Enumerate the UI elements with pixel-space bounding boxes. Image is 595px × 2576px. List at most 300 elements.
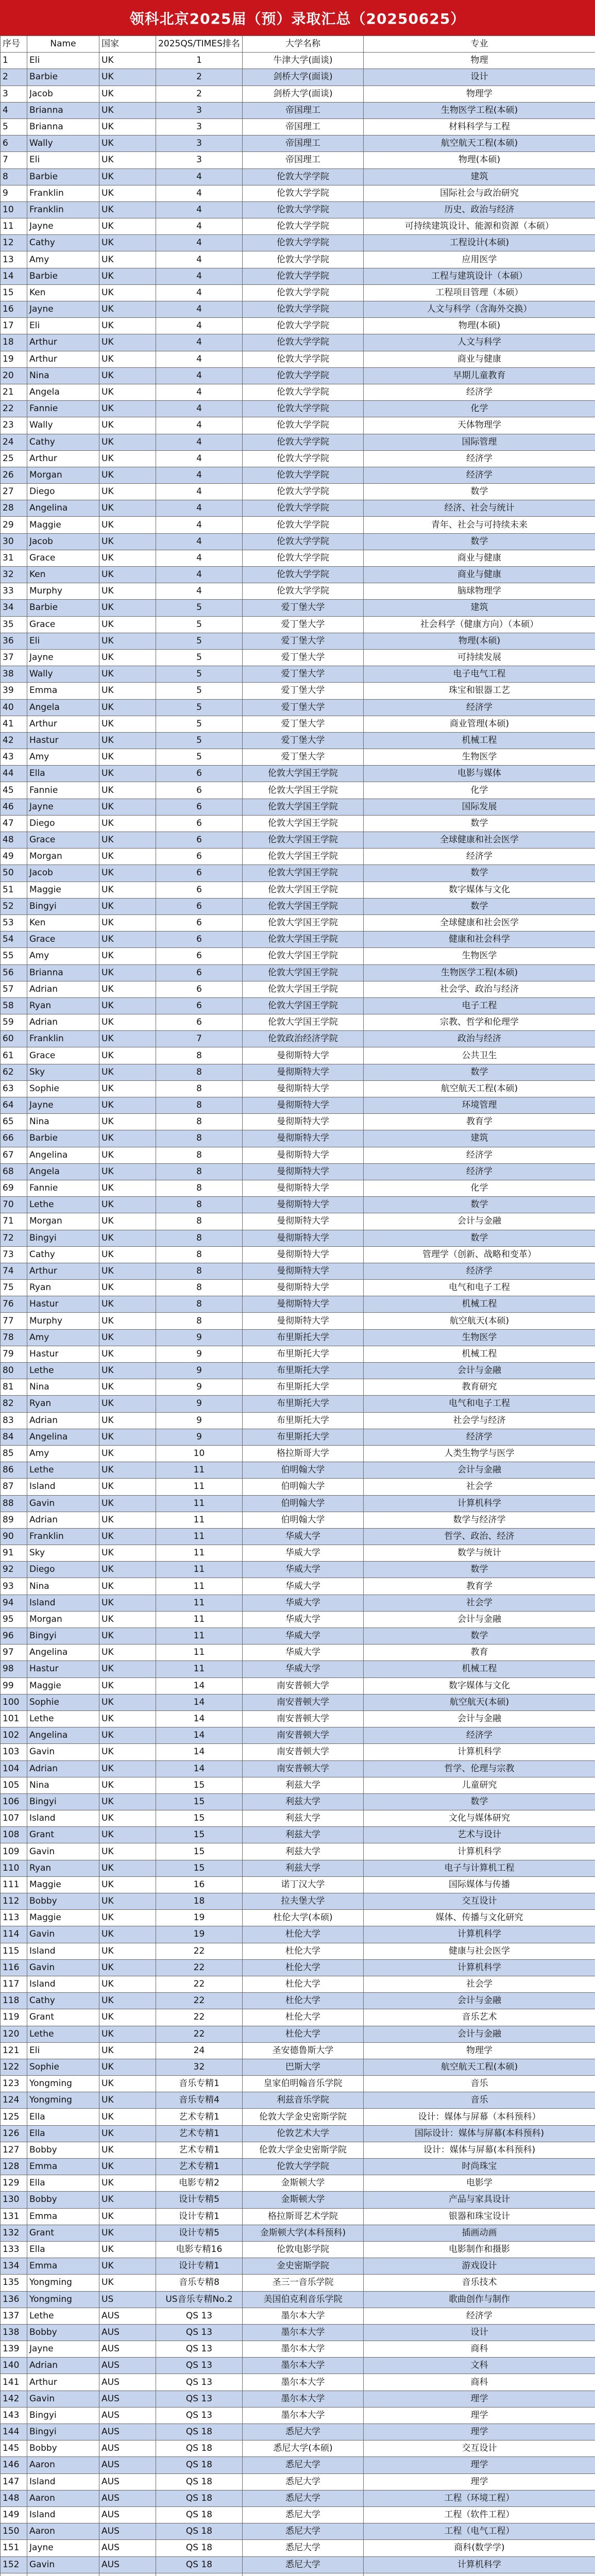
cell-university: 曼彻斯特大学: [243, 1114, 364, 1130]
cell-name: Arthur: [27, 716, 99, 732]
cell-rank: 艺术专精1: [156, 2159, 243, 2175]
cell-rank: 9: [156, 1412, 243, 1429]
cell-rank: 4: [156, 201, 243, 218]
cell-country: UK: [99, 683, 156, 699]
cell-university: 悉尼大学: [243, 2490, 364, 2506]
cell-university: 杜伦大学: [243, 1993, 364, 2009]
cell-country: UK: [99, 351, 156, 367]
cell-university: 华威大学: [243, 1661, 364, 1677]
cell-name: Lethe: [27, 2026, 99, 2042]
table-row: [1, 2192, 595, 2208]
cell-university: 伦敦艺术大学: [243, 2125, 364, 2142]
cell-university: 伯明翰大学: [243, 1479, 364, 1495]
cell-country: UK: [99, 2225, 156, 2241]
cell-no: 17: [1, 318, 27, 334]
cell-rank: 19: [156, 1926, 243, 1943]
cell-university: 帝国理工: [243, 135, 364, 152]
cell-major: 媒体、传播与文化研究: [364, 1910, 595, 1926]
cell-university: 圣安德鲁斯大学: [243, 2042, 364, 2059]
cell-rank: 8: [156, 1097, 243, 1114]
cell-major: 航空航天工程(本硕): [364, 2059, 595, 2075]
cell-no: 64: [1, 1097, 27, 1114]
cell-university: 利兹大学: [243, 1810, 364, 1827]
cell-major: 银器和珠宝设计: [364, 2208, 595, 2225]
table-row: [1, 914, 595, 931]
cell-name: Gavin: [27, 1843, 99, 1860]
cell-university: 伦敦大学学院: [243, 484, 364, 500]
cell-name: Ella: [27, 766, 99, 782]
cell-rank: QS 13: [156, 2374, 243, 2391]
cell-rank: 4: [156, 467, 243, 483]
cell-name: Yongming: [27, 2092, 99, 2109]
admissions-table: [0, 36, 595, 2576]
table-row: [1, 1595, 595, 1611]
cell-major: 数学: [364, 533, 595, 550]
cell-country: UK: [99, 616, 156, 633]
cell-country: UK: [99, 1727, 156, 1744]
cell-major: 工程（环境工程）: [364, 2490, 595, 2506]
cell-major: 物理学: [364, 2042, 595, 2059]
cell-no: 108: [1, 1827, 27, 1843]
cell-major: 数字媒体与文化: [364, 882, 595, 898]
cell-rank: 11: [156, 1562, 243, 1578]
cell-major: 生物医学: [364, 1329, 595, 1346]
cell-country: UK: [99, 1031, 156, 1047]
cell-major: 工程设计(本硕): [364, 235, 595, 251]
cell-major: 商科: [364, 2341, 595, 2358]
cell-country: UK: [99, 766, 156, 782]
cell-rank: 22: [156, 1959, 243, 1976]
table-row: [1, 1280, 595, 1296]
cell-country: UK: [99, 1677, 156, 1694]
cell-major: 航空航天工程(本硕): [364, 135, 595, 152]
table-row: [1, 1346, 595, 1362]
cell-country: [99, 2573, 156, 2576]
cell-name: Murphy: [27, 1313, 99, 1329]
cell-university: 伦敦大学学院: [243, 567, 364, 583]
cell-rank: 15: [156, 1777, 243, 1793]
cell-no: 67: [1, 1147, 27, 1163]
cell-no: 89: [1, 1512, 27, 1528]
cell-university: 悉尼大学: [243, 2540, 364, 2556]
cell-major: 经济学: [364, 1429, 595, 1445]
cell-name: Maggie: [27, 1677, 99, 1694]
table-row: [1, 981, 595, 997]
cell-name: Angela: [27, 384, 99, 400]
cell-name: Aaron: [27, 2523, 99, 2540]
cell-university: 伦敦大学学院: [243, 284, 364, 301]
cell-rank: 5: [156, 716, 243, 732]
cell-no: 39: [1, 683, 27, 699]
table-row: [1, 1462, 595, 1479]
cell-country: AUS: [99, 2506, 156, 2523]
cell-major: 经济学: [364, 1263, 595, 1279]
cell-name: Grace: [27, 931, 99, 948]
table-row: [1, 1843, 595, 1860]
cell-rank: QS 13: [156, 2308, 243, 2324]
cell-major: 化学: [364, 401, 595, 417]
cell-rank: 11: [156, 1462, 243, 1479]
cell-country: UK: [99, 583, 156, 600]
cell-no: 11: [1, 218, 27, 235]
cell-country: UK: [99, 1479, 156, 1495]
cell-name: Lethe: [27, 1363, 99, 1379]
table-row: [1, 1230, 595, 1246]
cell-rank: 6: [156, 799, 243, 815]
table-row: [1, 1213, 595, 1230]
table-row: [1, 2225, 595, 2241]
cell-no: 91: [1, 1545, 27, 1562]
cell-rank: QS 18: [156, 2506, 243, 2523]
cell-country: UK: [99, 1130, 156, 1147]
cell-rank: 艺术专精1: [156, 2109, 243, 2125]
cell-name: Island: [27, 1479, 99, 1495]
table-row: [1, 1396, 595, 1412]
cell-country: UK: [99, 2258, 156, 2275]
cell-university: 伯明翰大学: [243, 1495, 364, 1512]
table-row: [1, 1661, 595, 1677]
cell-major: 人类生物学与医学: [364, 1445, 595, 1462]
cell-major: 电影学: [364, 2175, 595, 2192]
table-row: [1, 484, 595, 500]
cell-no: 104: [1, 1760, 27, 1777]
cell-name: Brianna: [27, 964, 99, 981]
cell-country: UK: [99, 1777, 156, 1793]
cell-no: 75: [1, 1280, 27, 1296]
cell-university: 金斯顿大学: [243, 2175, 364, 2192]
cell-university: 墨尔本大学: [243, 2308, 364, 2324]
cell-country: UK: [99, 2109, 156, 2125]
cell-no: 68: [1, 1163, 27, 1180]
cell-no: 14: [1, 268, 27, 284]
table-row: [1, 1329, 595, 1346]
cell-university: 伦敦大学学院: [243, 517, 364, 533]
table-row: [1, 2275, 595, 2291]
cell-university: 悉尼大学: [243, 2523, 364, 2540]
cell-country: UK: [99, 201, 156, 218]
cell-university: 杜伦大学: [243, 2026, 364, 2042]
cell-university: 爱丁堡大学: [243, 699, 364, 716]
cell-name: Island: [27, 2506, 99, 2523]
cell-major: 数学: [364, 815, 595, 832]
cell-name: Sophie: [27, 1080, 99, 1097]
cell-no: 44: [1, 766, 27, 782]
cell-country: UK: [99, 417, 156, 434]
cell-university: 华威大学: [243, 1562, 364, 1578]
cell-name: Angelina: [27, 500, 99, 517]
cell-rank: 6: [156, 849, 243, 865]
cell-country: UK: [99, 1710, 156, 1727]
cell-university: 华威大学: [243, 1545, 364, 1562]
cell-country: UK: [99, 1694, 156, 1710]
cell-university: 拉夫堡大学: [243, 1893, 364, 1910]
cell-no: 50: [1, 865, 27, 882]
cell-rank: 4: [156, 550, 243, 566]
cell-university: 伦敦大学国王学院: [243, 914, 364, 931]
cell-name: Grace: [27, 832, 99, 849]
cell-name: Morgan: [27, 849, 99, 865]
cell-rank: 4: [156, 401, 243, 417]
cell-name: Diego: [27, 1562, 99, 1578]
table-row: [1, 2457, 595, 2473]
cell-name: Arthur: [27, 450, 99, 467]
cell-name: Ella: [27, 2125, 99, 2142]
cell-major: 可持续建筑设计、能源和资源（本硕）: [364, 218, 595, 235]
cell-country: UK: [99, 1993, 156, 2009]
cell-no: 73: [1, 1246, 27, 1263]
table-row: [1, 716, 595, 732]
cell-university: 伦敦大学学院: [243, 533, 364, 550]
cell-no: 124: [1, 2092, 27, 2109]
cell-university: 布里斯托大学: [243, 1396, 364, 1412]
cell-university: 南安普顿大学: [243, 1744, 364, 1760]
cell-name: Morgan: [27, 1213, 99, 1230]
cell-major: 脑球物理学: [364, 583, 595, 600]
table-row: [1, 766, 595, 782]
cell-major: 电子与计算机工程: [364, 1860, 595, 1876]
cell-rank: QS 18: [156, 2424, 243, 2441]
cell-major: 人文与科学: [364, 334, 595, 351]
cell-no: 113: [1, 1910, 27, 1926]
cell-major: 物理(本硕): [364, 633, 595, 649]
cell-university: 利兹大学: [243, 1777, 364, 1793]
cell-university: 伦敦大学国王学院: [243, 815, 364, 832]
cell-no: 2: [1, 69, 27, 86]
cell-university: 曼彻斯特大学: [243, 1163, 364, 1180]
cell-major: 音乐: [364, 2092, 595, 2109]
cell-university: 伦敦大学学院: [243, 583, 364, 600]
cell-country: UK: [99, 1528, 156, 1545]
cell-no: 83: [1, 1412, 27, 1429]
cell-country: UK: [99, 1246, 156, 1263]
cell-major: 数学: [364, 1064, 595, 1080]
cell-country: UK: [99, 467, 156, 483]
cell-country: UK: [99, 914, 156, 931]
cell-rank: 22: [156, 1943, 243, 1959]
cell-name: Island: [27, 1943, 99, 1959]
cell-name: Ryan: [27, 1280, 99, 1296]
cell-name: Island: [27, 1976, 99, 1992]
cell-rank: 16: [156, 1876, 243, 1893]
cell-name: Gavin: [27, 1959, 99, 1976]
cell-major: 物理(本硕): [364, 318, 595, 334]
cell-country: UK: [99, 1595, 156, 1611]
cell-country: AUS: [99, 2540, 156, 2556]
cell-name: Cathy: [27, 235, 99, 251]
table-row: [1, 732, 595, 749]
cell-rank: 6: [156, 1014, 243, 1031]
cell-major: 电子工程: [364, 997, 595, 1014]
cell-rank: 音乐专精1: [156, 2076, 243, 2092]
cell-rank: 11: [156, 1512, 243, 1528]
cell-rank: 4: [156, 500, 243, 517]
cell-country: UK: [99, 2076, 156, 2092]
cell-university: 曼彻斯特大学: [243, 1263, 364, 1279]
cell-name: Ken: [27, 914, 99, 931]
cell-no: 110: [1, 1860, 27, 1876]
cell-rank: 4: [156, 533, 243, 550]
cell-rank: 8: [156, 1047, 243, 1064]
table-row: [1, 749, 595, 766]
cell-no: 97: [1, 1645, 27, 1661]
cell-major: 机械工程: [364, 1346, 595, 1362]
cell-major: 产品与家具设计: [364, 2192, 595, 2208]
table-row: [1, 2175, 595, 2192]
cell-university: 南安普顿大学: [243, 1760, 364, 1777]
cell-name: Barbie: [27, 1130, 99, 1147]
table-row: [1, 1562, 595, 1578]
table-row: [1, 251, 595, 268]
table-row: [1, 1793, 595, 1810]
table-row: [1, 417, 595, 434]
cell-no: 132: [1, 2225, 27, 2241]
cell-major: 文科: [364, 2358, 595, 2374]
cell-university: 杜伦大学: [243, 1943, 364, 1959]
cell-major: 音乐: [364, 2076, 595, 2092]
cell-name: Maggie: [27, 517, 99, 533]
table-row: [1, 2208, 595, 2225]
cell-no: 37: [1, 649, 27, 666]
cell-major: 航空航天(本硕): [364, 1313, 595, 1329]
cell-no: 24: [1, 434, 27, 450]
cell-no: 139: [1, 2341, 27, 2358]
cell-no: 107: [1, 1810, 27, 1827]
cell-country: US: [99, 2291, 156, 2308]
table-row: [1, 1130, 595, 1147]
table-row: [1, 964, 595, 981]
cell-country: UK: [99, 600, 156, 616]
cell-name: Yongming: [27, 2275, 99, 2291]
cell-name: Angelina: [27, 1645, 99, 1661]
table-row: [1, 1412, 595, 1429]
cell-country: UK: [99, 1346, 156, 1362]
cell-country: AUS: [99, 2358, 156, 2374]
table-row: [1, 434, 595, 450]
cell-name: Grant: [27, 2009, 99, 2026]
cell-university: 伦敦大学国王学院: [243, 882, 364, 898]
table-row: [1, 898, 595, 914]
cell-no: 117: [1, 1976, 27, 1992]
cell-no: 35: [1, 616, 27, 633]
cell-rank: 6: [156, 931, 243, 948]
table-row: [1, 1976, 595, 1992]
table-row: [1, 1993, 595, 2009]
cell-major: 应用医学: [364, 251, 595, 268]
table-row: [1, 2540, 595, 2556]
cell-university: 伦敦大学学院: [243, 251, 364, 268]
cell-country: UK: [99, 301, 156, 318]
cell-university: 布里斯托大学: [243, 1329, 364, 1346]
cell-university: 布里斯托大学: [243, 1363, 364, 1379]
cell-no: 141: [1, 2374, 27, 2391]
cell-no: 28: [1, 500, 27, 517]
cell-university: 伦敦大学国王学院: [243, 931, 364, 948]
cell-name: Jayne: [27, 799, 99, 815]
cell-major: 插画动画: [364, 2225, 595, 2241]
cell-major: 经济学: [364, 467, 595, 483]
cell-no: 25: [1, 450, 27, 467]
cell-university: 伦敦大学学院: [243, 235, 364, 251]
cell-no: 103: [1, 1744, 27, 1760]
cell-university: 伦敦大学学院: [243, 467, 364, 483]
cell-no: 126: [1, 2125, 27, 2142]
cell-no: 5: [1, 118, 27, 135]
cell-no: 42: [1, 732, 27, 749]
cell-no: 84: [1, 1429, 27, 1445]
cell-university: 伦敦大学国王学院: [243, 865, 364, 882]
cell-university: 利兹大学: [243, 1843, 364, 1860]
cell-name: Bingyi: [27, 2407, 99, 2424]
header-no: 序号: [1, 36, 27, 53]
cell-rank: 11: [156, 1495, 243, 1512]
table-row: [1, 1479, 595, 1495]
cell-no: 8: [1, 168, 27, 185]
cell-no: 144: [1, 2424, 27, 2441]
cell-major: 会计与金融: [364, 1363, 595, 1379]
cell-major: 教育研究: [364, 1379, 595, 1396]
cell-major: 艺术与设计: [364, 1827, 595, 1843]
cell-no: 148: [1, 2490, 27, 2506]
cell-major: 会计与金融: [364, 1993, 595, 2009]
cell-university: 杜伦大学(本硕): [243, 1910, 364, 1926]
cell-no: 81: [1, 1379, 27, 1396]
cell-rank: 22: [156, 1993, 243, 2009]
cell-rank: 设计专精1: [156, 2258, 243, 2275]
cell-no: 105: [1, 1777, 27, 1793]
cell-country: UK: [99, 2125, 156, 2142]
cell-name: Angela: [27, 699, 99, 716]
cell-name: Jayne: [27, 301, 99, 318]
cell-rank: 6: [156, 997, 243, 1014]
cell-name: Emma: [27, 2159, 99, 2175]
cell-university: 伦敦大学学院: [243, 218, 364, 235]
cell-university: 利兹大学: [243, 1860, 364, 1876]
cell-major: 电影与媒体: [364, 766, 595, 782]
cell-country: UK: [99, 666, 156, 683]
cell-name: Franklin: [27, 185, 99, 201]
cell-name: Ryan: [27, 997, 99, 1014]
cell-no: 59: [1, 1014, 27, 1031]
cell-rank: 6: [156, 981, 243, 997]
cell-no: 13: [1, 251, 27, 268]
table-row: [1, 1926, 595, 1943]
cell-university: 伦敦大学国王学院: [243, 1014, 364, 1031]
cell-major: 会计与金融: [364, 1710, 595, 1727]
table-row: [1, 86, 595, 102]
cell-no: 102: [1, 1727, 27, 1744]
cell-no: 134: [1, 2258, 27, 2275]
cell-rank: 4: [156, 218, 243, 235]
cell-rank: 11: [156, 1479, 243, 1495]
cell-rank: 电影专精2: [156, 2175, 243, 2192]
cell-rank: 5: [156, 633, 243, 649]
table-row: [1, 633, 595, 649]
cell-university: 曼彻斯特大学: [243, 1180, 364, 1196]
cell-no: 94: [1, 1595, 27, 1611]
cell-no: 56: [1, 964, 27, 981]
table-row: [1, 948, 595, 964]
table-row: [1, 1097, 595, 1114]
table-row: [1, 1064, 595, 1080]
cell-major: 教育学: [364, 1578, 595, 1595]
cell-major: 理学: [364, 2457, 595, 2473]
table-row: [1, 1760, 595, 1777]
cell-name: Murphy: [27, 583, 99, 600]
table-row: [1, 699, 595, 716]
cell-country: UK: [99, 1329, 156, 1346]
cell-country: UK: [99, 1578, 156, 1595]
cell-no: 12: [1, 235, 27, 251]
